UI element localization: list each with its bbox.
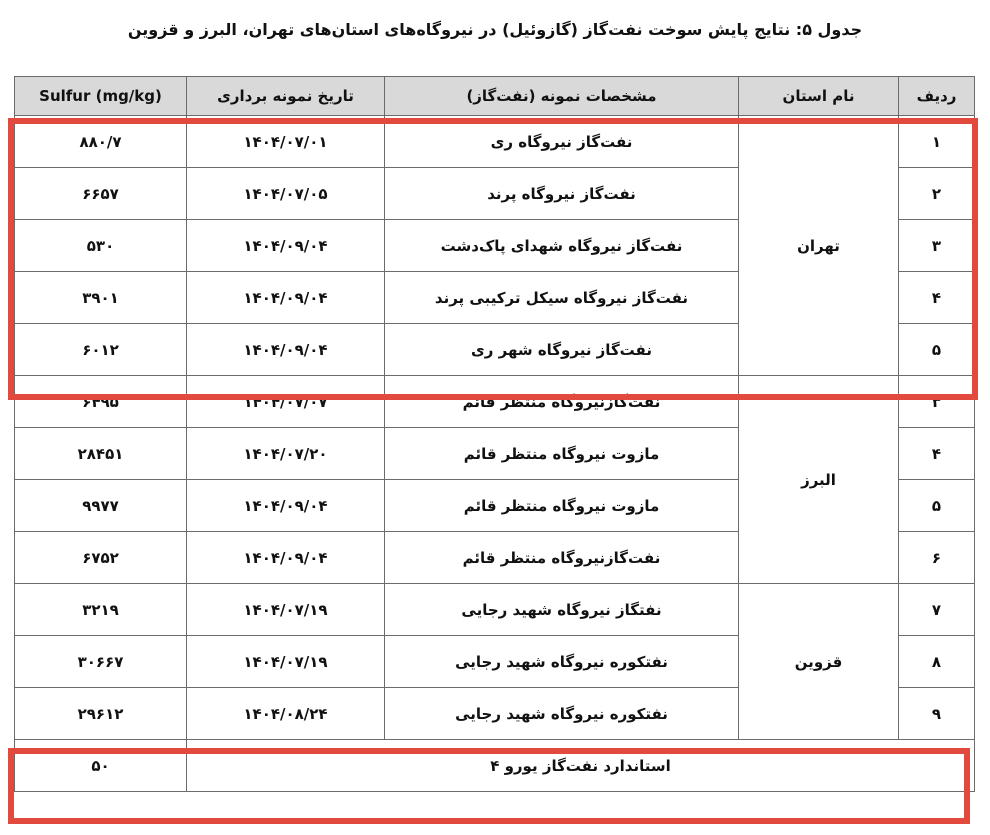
sulfur-cell: ۲۹۶۱۲ [15,688,187,740]
sulfur-cell: ۳۰۶۶۷ [15,636,187,688]
sulfur-cell: ۶۷۵۲ [15,532,187,584]
sample-cell: نفتکوره نیروگاه شهید رجایی [385,688,739,740]
fuel-monitoring-table [14,76,975,792]
sample-cell: نفت‌گاز نیروگاه ری [385,116,739,168]
date-cell: ۱۴۰۴/۰۸/۲۴ [187,688,385,740]
province-cell: تهران [739,116,899,376]
sample-cell: نفت‌گاز نیروگاه سیکل ترکیبی پرند [385,272,739,324]
sulfur-cell: ۵۳۰ [15,220,187,272]
sample-cell: نفت‌گاز نیروگاه شهدای پاک‌دشت [385,220,739,272]
date-cell: ۱۴۰۴/۰۹/۰۴ [187,480,385,532]
row-number-cell: ۲ [899,168,975,220]
header-sulfur: Sulfur (mg/kg) [15,77,187,116]
row-number-cell: ۴ [899,428,975,480]
sulfur-cell: ۳۲۱۹ [15,584,187,636]
date-cell: ۱۴۰۴/۰۹/۰۴ [187,532,385,584]
sulfur-cell: ۶۶۵۷ [15,168,187,220]
table-row [15,376,975,428]
row-number-cell: ۵ [899,480,975,532]
standard-row [15,740,975,792]
row-number-cell: ۴ [899,272,975,324]
sample-cell: نفتگاز نیروگاه شهید رجایی [385,584,739,636]
sample-cell: مازوت نیروگاه منتظر قائم [385,480,739,532]
row-number-cell: ۸ [899,636,975,688]
sample-cell: نفت‌گاز نیروگاه پرند [385,168,739,220]
date-cell: ۱۴۰۴/۰۹/۰۴ [187,220,385,272]
row-number-cell: ۳ [899,376,975,428]
sulfur-cell: ۸۸۰/۷ [15,116,187,168]
sample-cell: مازوت نیروگاه منتظر قائم [385,428,739,480]
date-cell: ۱۴۰۴/۰۷/۰۷ [187,376,385,428]
sample-cell: نفت‌گازنیروگاه منتظر قائم [385,376,739,428]
table-row [15,116,975,168]
row-number-cell: ۷ [899,584,975,636]
header-row [15,77,975,116]
header-sample: مشخصات نمونه (نفت‌گاز) [385,77,739,116]
standard-label: استاندارد نفت‌گاز یورو ۴ [187,740,975,792]
sulfur-cell: ۶۰۱۲ [15,324,187,376]
header-province: نام استان [739,77,899,116]
table-row [15,584,975,636]
province-cell: البرز [739,376,899,584]
header-date: تاریخ نمونه برداری [187,77,385,116]
sample-cell: نفتکوره نیروگاه شهید رجایی [385,636,739,688]
date-cell: ۱۴۰۴/۰۷/۱۹ [187,584,385,636]
row-number-cell: ۱ [899,116,975,168]
date-cell: ۱۴۰۴/۰۹/۰۴ [187,324,385,376]
sample-cell: نفت‌گاز نیروگاه شهر ری [385,324,739,376]
date-cell: ۱۴۰۴/۰۷/۱۹ [187,636,385,688]
date-cell: ۱۴۰۴/۰۹/۰۴ [187,272,385,324]
row-number-cell: ۵ [899,324,975,376]
sulfur-cell: ۹۹۷۷ [15,480,187,532]
date-cell: ۱۴۰۴/۰۷/۰۱ [187,116,385,168]
table-title: جدول ۵: نتایج پایش سوخت نفت‌گاز (گازوئیل) در نیروگاه‌های استان‌های تهران، البرز و قزوین [127,20,863,39]
row-number-cell: ۹ [899,688,975,740]
date-cell: ۱۴۰۴/۰۷/۲۰ [187,428,385,480]
sulfur-cell: ۶۴۹۵ [15,376,187,428]
sulfur-cell: ۲۸۴۵۱ [15,428,187,480]
province-cell: قزوین [739,584,899,740]
date-cell: ۱۴۰۴/۰۷/۰۵ [187,168,385,220]
row-number-cell: ۶ [899,532,975,584]
row-number-cell: ۳ [899,220,975,272]
sample-cell: نفت‌گازنیروگاه منتظر قائم [385,532,739,584]
sulfur-cell: ۳۹۰۱ [15,272,187,324]
standard-sulfur-value: ۵۰ [15,740,187,792]
header-row-number: ردیف [899,77,975,116]
